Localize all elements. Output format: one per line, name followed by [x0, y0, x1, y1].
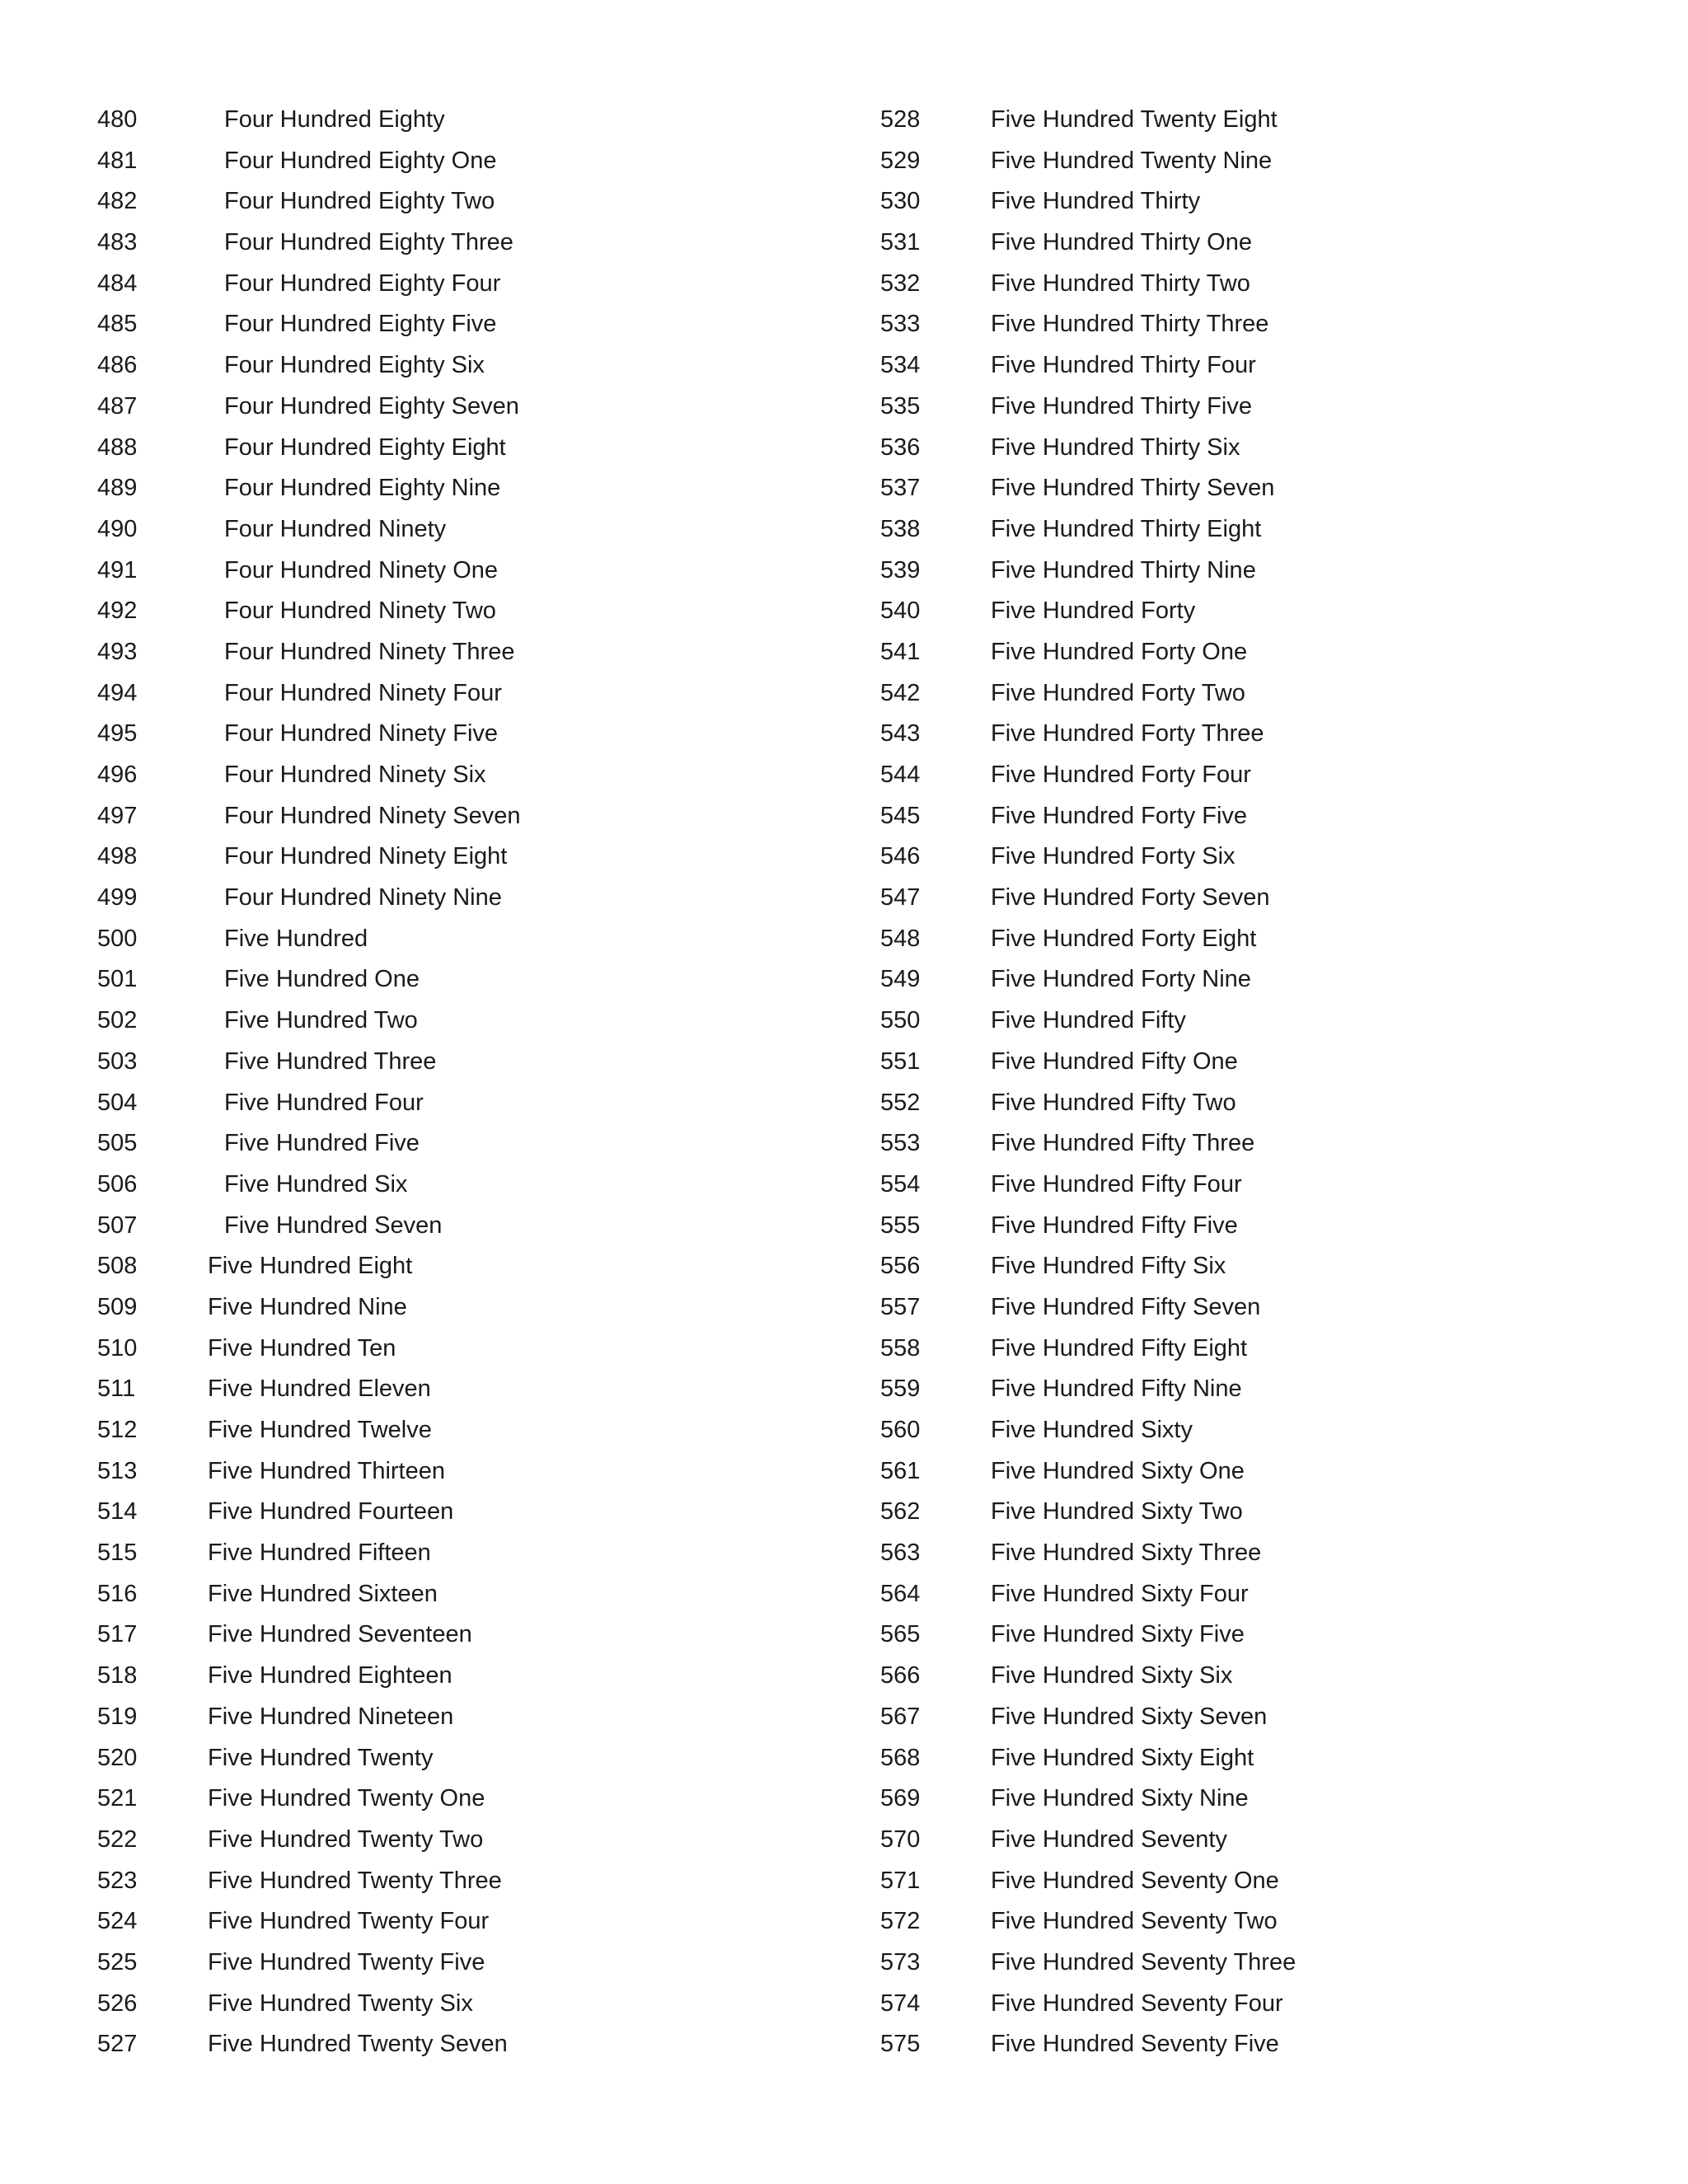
- number-row: [97, 428, 823, 469]
- row-number: 541: [880, 638, 921, 665]
- right-number-column: [880, 100, 1622, 2065]
- number-row: [880, 1697, 1622, 1738]
- number-row: [880, 468, 1622, 509]
- row-words: Five Hundred Sixty Five: [991, 1621, 1245, 1648]
- number-row: [880, 181, 1622, 223]
- row-words: Five Hundred Thirty Two: [991, 269, 1250, 297]
- row-number: 506: [97, 1170, 138, 1197]
- row-words: Four Hundred Ninety One: [224, 556, 499, 583]
- row-number: 545: [880, 802, 921, 829]
- row-words: Five Hundred Twenty Four: [208, 1908, 490, 1935]
- number-row: [880, 878, 1622, 919]
- row-words: Four Hundred Ninety Seven: [224, 802, 521, 829]
- number-row: [880, 755, 1622, 796]
- row-number: 536: [880, 434, 921, 461]
- row-words: Five Hundred Forty One: [991, 638, 1248, 665]
- number-row: [97, 796, 823, 837]
- number-row: [880, 1165, 1622, 1206]
- row-number: 561: [880, 1457, 921, 1484]
- row-words: Five Hundred Twelve: [208, 1417, 432, 1443]
- row-words: Five Hundred Forty Eight: [991, 925, 1257, 952]
- row-words: Four Hundred Eighty: [224, 106, 445, 133]
- row-words: Four Hundred Ninety Eight: [224, 843, 508, 870]
- number-row: [97, 1656, 823, 1697]
- number-row: [880, 264, 1622, 305]
- row-number: 496: [97, 762, 138, 788]
- row-number: 557: [880, 1293, 921, 1320]
- row-number: 498: [97, 843, 138, 870]
- row-number: 554: [880, 1170, 921, 1197]
- row-number: 483: [97, 229, 138, 256]
- row-words: Five Hundred Sixty Seven: [991, 1703, 1268, 1730]
- row-words: Four Hundred Ninety: [224, 515, 447, 542]
- row-number: 531: [880, 229, 921, 256]
- number-row: [97, 1246, 823, 1287]
- number-row: [97, 714, 823, 755]
- row-number: 485: [97, 311, 138, 338]
- row-number: 542: [880, 679, 921, 706]
- row-number: 492: [97, 598, 138, 625]
- row-number: 512: [97, 1417, 138, 1443]
- row-number: 499: [97, 884, 138, 912]
- row-number: 572: [880, 1908, 921, 1935]
- row-words: Five Hundred Sixty One: [991, 1457, 1245, 1484]
- row-number: 562: [880, 1498, 921, 1526]
- number-row: [97, 1779, 823, 1820]
- row-words: Five Hundred Seventy One: [991, 1867, 1279, 1894]
- number-row: [880, 223, 1622, 264]
- row-words: Five Hundred Six: [224, 1170, 408, 1197]
- row-words: Five Hundred Fifty Three: [991, 1130, 1255, 1157]
- row-words: Five Hundred Eight: [208, 1253, 413, 1280]
- number-row: [880, 1779, 1622, 1820]
- row-number: 546: [880, 843, 921, 870]
- number-row: [97, 1451, 823, 1493]
- number-row: [880, 1615, 1622, 1656]
- row-words: Five Hundred Seventeen: [208, 1621, 472, 1648]
- row-number: 567: [880, 1703, 921, 1730]
- row-words: Four Hundred Ninety Six: [224, 762, 486, 788]
- row-number: 509: [97, 1293, 138, 1320]
- row-words: Five Hundred Fifty One: [991, 1047, 1238, 1075]
- row-number: 551: [880, 1047, 921, 1075]
- number-row: [880, 1410, 1622, 1451]
- number-row: [880, 509, 1622, 551]
- row-words: Five Hundred Forty Three: [991, 720, 1264, 748]
- number-row: [97, 1001, 823, 1042]
- row-words: Five Hundred Seventy Three: [991, 1948, 1296, 1975]
- row-number: 511: [97, 1376, 136, 1403]
- number-row: [880, 1369, 1622, 1410]
- number-row: [97, 1492, 823, 1533]
- row-number: 525: [97, 1948, 138, 1975]
- row-number: 510: [97, 1334, 138, 1361]
- number-row: [880, 714, 1622, 755]
- row-number: 513: [97, 1457, 138, 1484]
- number-row: [880, 100, 1622, 141]
- row-words: Five Hundred Sixty Six: [991, 1662, 1233, 1690]
- row-words: Five Hundred Three: [224, 1047, 437, 1075]
- row-words: Four Hundred Ninety Three: [224, 638, 515, 665]
- number-row: [880, 1329, 1622, 1370]
- number-row: [880, 1206, 1622, 1247]
- row-number: 559: [880, 1376, 921, 1403]
- row-words: Five Hundred Four: [224, 1089, 424, 1116]
- row-words: Five Hundred Twenty Five: [208, 1948, 485, 1975]
- number-row: [97, 1820, 823, 1861]
- number-row: [880, 141, 1622, 182]
- row-number: 558: [880, 1334, 921, 1361]
- row-number: 527: [97, 2031, 138, 2058]
- number-row: [880, 591, 1622, 632]
- row-number: 517: [97, 1621, 138, 1648]
- row-number: 516: [97, 1580, 138, 1607]
- row-words: Five Hundred Forty Seven: [991, 884, 1270, 912]
- row-words: Five Hundred Fifty Four: [991, 1170, 1242, 1197]
- number-row: [97, 1083, 823, 1124]
- row-words: Four Hundred Eighty Three: [224, 229, 513, 256]
- number-row: [880, 1451, 1622, 1493]
- row-words: Five Hundred Ten: [208, 1334, 396, 1361]
- row-number: 539: [880, 556, 921, 583]
- row-number: 518: [97, 1662, 138, 1690]
- number-row: [880, 673, 1622, 715]
- number-row: [880, 1246, 1622, 1287]
- number-row: [880, 428, 1622, 469]
- row-words: Five Hundred Nine: [208, 1293, 407, 1320]
- row-words: Five Hundred Sixty Four: [991, 1580, 1249, 1607]
- row-number: 532: [880, 269, 921, 297]
- number-row: [880, 1287, 1622, 1329]
- row-number: 569: [880, 1785, 921, 1812]
- number-row: [880, 796, 1622, 837]
- row-words: Five Hundred Seventy: [991, 1825, 1227, 1853]
- number-row: [880, 1901, 1622, 1943]
- row-number: 556: [880, 1253, 921, 1280]
- number-row: [97, 1287, 823, 1329]
- row-words: Five Hundred Sixty Two: [991, 1498, 1243, 1526]
- row-number: 521: [97, 1785, 138, 1812]
- row-words: Five Hundred Thirty Eight: [991, 515, 1262, 542]
- number-row: [97, 345, 823, 387]
- number-row: [880, 919, 1622, 960]
- row-number: 538: [880, 515, 921, 542]
- number-row: [97, 100, 823, 141]
- number-row: [97, 632, 823, 673]
- row-words: Five Hundred Thirty Seven: [991, 475, 1275, 502]
- row-words: Five Hundred Forty Two: [991, 679, 1245, 706]
- number-row: [880, 2024, 1622, 2065]
- row-number: 497: [97, 802, 138, 829]
- row-number: 488: [97, 434, 138, 461]
- row-words: Five Hundred Seventy Five: [991, 2031, 1279, 2058]
- row-number: 491: [97, 556, 138, 583]
- number-row: [97, 2024, 823, 2065]
- number-row: [880, 1533, 1622, 1574]
- number-row: [880, 1001, 1622, 1042]
- row-number: 537: [880, 475, 921, 502]
- number-row: [97, 1738, 823, 1779]
- row-words: Five Hundred Twenty Three: [208, 1867, 502, 1894]
- row-words: Five Hundred Fifty: [991, 1007, 1186, 1034]
- left-number-column: [97, 100, 823, 2065]
- row-number: 490: [97, 515, 138, 542]
- number-row: [97, 1984, 823, 2025]
- number-row: [97, 551, 823, 592]
- number-row: [97, 387, 823, 428]
- number-row: [880, 345, 1622, 387]
- row-number: 503: [97, 1047, 138, 1075]
- row-number: 514: [97, 1498, 138, 1526]
- row-words: Five Hundred Thirty Four: [991, 352, 1256, 379]
- row-words: Four Hundred Eighty One: [224, 147, 497, 174]
- number-row: [97, 755, 823, 796]
- row-number: 508: [97, 1253, 138, 1280]
- number-row: [880, 1574, 1622, 1615]
- row-number: 575: [880, 2031, 921, 2058]
- row-words: Five Hundred Sixty Nine: [991, 1785, 1249, 1812]
- number-row: [97, 181, 823, 223]
- row-words: Five Hundred Twenty Two: [208, 1825, 484, 1853]
- row-number: 548: [880, 925, 921, 952]
- row-words: Five Hundred Two: [224, 1007, 418, 1034]
- row-words: Five Hundred Fifty Two: [991, 1089, 1236, 1116]
- row-number: 550: [880, 1007, 921, 1034]
- number-row: [97, 878, 823, 919]
- row-number: 502: [97, 1007, 138, 1034]
- row-words: Five Hundred Fifty Seven: [991, 1293, 1261, 1320]
- row-number: 544: [880, 762, 921, 788]
- row-words: Five Hundred Fifty Eight: [991, 1334, 1248, 1361]
- row-number: 564: [880, 1580, 921, 1607]
- row-number: 565: [880, 1621, 921, 1648]
- row-number: 526: [97, 1990, 138, 2017]
- row-words: Five Hundred Thirty Six: [991, 434, 1240, 461]
- row-number: 480: [97, 106, 138, 133]
- row-words: Four Hundred Ninety Nine: [224, 884, 502, 912]
- row-words: Five Hundred Eleven: [208, 1376, 431, 1403]
- number-row: [880, 632, 1622, 673]
- row-words: Five Hundred Twenty Seven: [208, 2031, 508, 2058]
- row-number: 507: [97, 1212, 138, 1239]
- number-row: [880, 1123, 1622, 1165]
- row-number: 533: [880, 311, 921, 338]
- row-words: Four Hundred Eighty Six: [224, 352, 485, 379]
- number-row: [880, 959, 1622, 1001]
- row-number: 505: [97, 1130, 138, 1157]
- row-words: Five Hundred Forty: [991, 598, 1196, 625]
- row-words: Five Hundred Thirty: [991, 188, 1201, 215]
- number-row: [97, 1901, 823, 1943]
- number-row: [97, 1410, 823, 1451]
- number-row: [97, 1165, 823, 1206]
- row-words: Five Hundred Nineteen: [208, 1703, 454, 1730]
- row-words: Four Hundred Eighty Four: [224, 269, 501, 297]
- row-words: Five Hundred Thirty Five: [991, 392, 1252, 419]
- row-number: 493: [97, 638, 138, 665]
- row-number: 520: [97, 1744, 138, 1771]
- row-words: Five Hundred Forty Four: [991, 762, 1251, 788]
- row-words: Five Hundred Twenty: [208, 1744, 434, 1771]
- number-row: [97, 919, 823, 960]
- row-number: 489: [97, 475, 138, 502]
- row-words: Four Hundred Eighty Nine: [224, 475, 501, 502]
- number-row: [880, 551, 1622, 592]
- row-number: 566: [880, 1662, 921, 1690]
- row-number: 524: [97, 1908, 138, 1935]
- row-words: Five Hundred Twenty Eight: [991, 106, 1278, 133]
- row-number: 529: [880, 147, 921, 174]
- row-number: 523: [97, 1867, 138, 1894]
- row-words: Five Hundred Fifty Five: [991, 1212, 1238, 1239]
- row-number: 547: [880, 884, 921, 912]
- number-row: [97, 1615, 823, 1656]
- row-number: 573: [880, 1948, 921, 1975]
- row-words: Five Hundred Fifty Six: [991, 1253, 1226, 1280]
- row-words: Five Hundred One: [224, 966, 420, 993]
- row-number: 549: [880, 966, 921, 993]
- row-number: 553: [880, 1130, 921, 1157]
- number-row: [97, 1206, 823, 1247]
- row-number: 563: [880, 1540, 921, 1567]
- number-row: [97, 1123, 823, 1165]
- row-number: 552: [880, 1089, 921, 1116]
- row-words: Five Hundred Seven: [224, 1212, 443, 1239]
- row-words: Five Hundred Twenty One: [208, 1785, 485, 1812]
- number-row: [97, 591, 823, 632]
- row-words: Four Hundred Ninety Five: [224, 720, 499, 748]
- row-words: Five Hundred Thirty Three: [991, 311, 1269, 338]
- row-number: 501: [97, 966, 138, 993]
- row-number: 568: [880, 1744, 921, 1771]
- number-row: [880, 1943, 1622, 1984]
- row-words: Five Hundred Twenty Six: [208, 1990, 473, 2017]
- row-words: Four Hundred Eighty Five: [224, 311, 497, 338]
- row-words: Five Hundred: [224, 925, 368, 952]
- number-row: [97, 509, 823, 551]
- row-words: Five Hundred Forty Nine: [991, 966, 1251, 993]
- row-words: Five Hundred Seventy Four: [991, 1990, 1283, 2017]
- row-words: Five Hundred Thirty Nine: [991, 556, 1256, 583]
- row-number: 481: [97, 147, 138, 174]
- row-words: Five Hundred Sixty: [991, 1417, 1193, 1443]
- row-number: 543: [880, 720, 921, 748]
- number-row: [97, 223, 823, 264]
- row-words: Five Hundred Forty Six: [991, 843, 1236, 870]
- row-number: 560: [880, 1417, 921, 1443]
- number-row: [880, 1656, 1622, 1697]
- number-row: [97, 1042, 823, 1083]
- number-row: [880, 1861, 1622, 1902]
- number-row: [97, 1697, 823, 1738]
- row-number: 504: [97, 1089, 138, 1116]
- number-row: [97, 468, 823, 509]
- number-row: [97, 1943, 823, 1984]
- number-row: [880, 304, 1622, 345]
- row-number: 484: [97, 269, 138, 297]
- row-words: Five Hundred Sixty Three: [991, 1540, 1262, 1567]
- row-number: 515: [97, 1540, 138, 1567]
- row-words: Five Hundred Eighteen: [208, 1662, 452, 1690]
- number-row: [97, 141, 823, 182]
- number-row: [880, 387, 1622, 428]
- number-row: [97, 1574, 823, 1615]
- number-row: [880, 837, 1622, 878]
- number-row: [97, 1861, 823, 1902]
- number-row: [880, 1083, 1622, 1124]
- number-row: [97, 1533, 823, 1574]
- row-words: Five Hundred Sixteen: [208, 1580, 438, 1607]
- number-row: [880, 1042, 1622, 1083]
- row-number: 535: [880, 392, 921, 419]
- row-words: Four Hundred Eighty Seven: [224, 392, 519, 419]
- row-words: Five Hundred Twenty Nine: [991, 147, 1273, 174]
- number-row: [97, 837, 823, 878]
- row-number: 487: [97, 392, 138, 419]
- row-words: Five Hundred Forty Five: [991, 802, 1248, 829]
- row-number: 522: [97, 1825, 138, 1853]
- row-number: 530: [880, 188, 921, 215]
- number-row: [97, 1369, 823, 1410]
- row-words: Four Hundred Ninety Two: [224, 598, 496, 625]
- number-row: [880, 1820, 1622, 1861]
- row-words: Four Hundred Ninety Four: [224, 679, 502, 706]
- row-words: Five Hundred Thirty One: [991, 229, 1252, 256]
- number-row: [97, 1329, 823, 1370]
- number-row: [880, 1492, 1622, 1533]
- row-number: 555: [880, 1212, 921, 1239]
- number-row: [880, 1984, 1622, 2025]
- number-row: [97, 264, 823, 305]
- row-words: Five Hundred Fourteen: [208, 1498, 454, 1526]
- row-words: Five Hundred Five: [224, 1130, 420, 1157]
- number-row: [880, 1738, 1622, 1779]
- number-row: [97, 304, 823, 345]
- row-number: 500: [97, 925, 138, 952]
- row-number: 494: [97, 679, 138, 706]
- row-number: 486: [97, 352, 138, 379]
- row-number: 574: [880, 1990, 921, 2017]
- row-number: 495: [97, 720, 138, 748]
- row-words: Five Hundred Fifteen: [208, 1540, 431, 1567]
- row-words: Five Hundred Seventy Two: [991, 1908, 1278, 1935]
- row-number: 519: [97, 1703, 138, 1730]
- row-words: Five Hundred Thirteen: [208, 1457, 446, 1484]
- row-number: 571: [880, 1867, 921, 1894]
- number-row: [97, 959, 823, 1001]
- row-number: 482: [97, 188, 138, 215]
- row-number: 570: [880, 1825, 921, 1853]
- row-words: Five Hundred Fifty Nine: [991, 1376, 1242, 1403]
- row-number: 534: [880, 352, 921, 379]
- number-row: [97, 673, 823, 715]
- row-words: Four Hundred Eighty Two: [224, 188, 495, 215]
- row-words: Four Hundred Eighty Eight: [224, 434, 506, 461]
- row-number: 528: [880, 106, 921, 133]
- row-words: Five Hundred Sixty Eight: [991, 1744, 1254, 1771]
- row-number: 540: [880, 598, 921, 625]
